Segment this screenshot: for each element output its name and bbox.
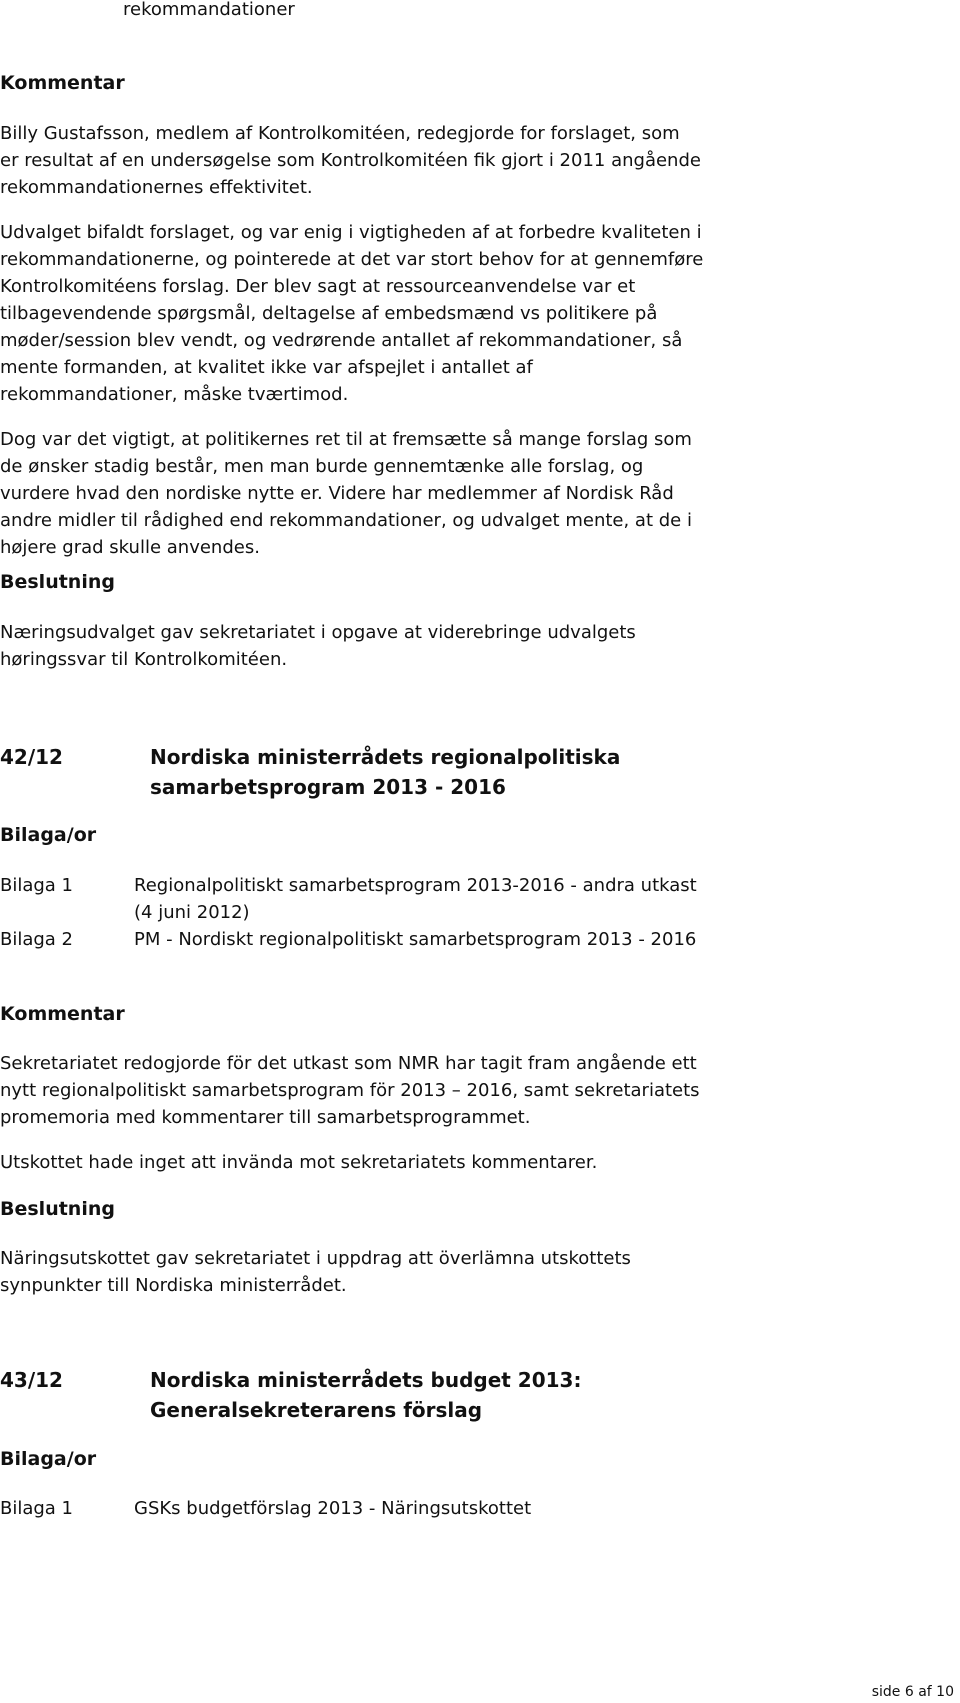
item-number: 43/12 [0, 1368, 63, 1392]
item-title: Nordiska ministerrådets budget 2013: Generalsekreterarens förslag [150, 1368, 582, 1422]
attachment-description: GSKs budgetförslag 2013 - Näringsutskottet [134, 1498, 532, 1519]
comment-heading: Kommentar [0, 1003, 125, 1025]
attachment-label: Bilaga 2 [0, 929, 74, 950]
attachment-label: Bilaga 1 [0, 875, 74, 896]
page-number: side 6 af 10 [871, 1684, 954, 1700]
paragraph: Dog var det vigtigt, at politikernes ret til at fremsætte så mange forslag som de ønsker stadig består, men man burde gennemtænke alle forslag, og vurdere hvad den nordiske nytte er. Videre har medlemmer af Nordisk Råd andre midler til rådighed end rekommandationer, og udvalget mente, at de i højere grad skulle anvendes. [0, 429, 692, 558]
paragraph: Utskottet hade inget att invända mot sekretariatets kommentarer. [0, 1152, 598, 1173]
attachments-heading: Bilaga/or [0, 824, 97, 846]
attachment-description: Regionalpolitiskt samarbetsprogram 2013-2016 - andra utkast (4 juni 2012) [134, 875, 697, 923]
item-title: Nordiska ministerrådets regionalpolitiska samarbetsprogram 2013 - 2016 [150, 745, 621, 799]
decision-heading: Beslutning [0, 571, 115, 593]
decision-heading: Beslutning [0, 1198, 115, 1220]
attachment-label: Bilaga 1 [0, 1498, 74, 1519]
attachment-description: PM - Nordiskt regionalpolitiskt samarbetsprogram 2013 - 2016 [134, 929, 697, 950]
comment-heading: Kommentar [0, 72, 125, 94]
paragraph: Udvalget bifaldt forslaget, og var enig i vigtigheden af at forbedre kvaliteten i rekommandationerne, og pointerede at det var stort behov for at gennemføre Kontrolkomitéens forslag. Der blev sagt at ressourceanvendelse var et tilbagevendende spørgsmål, deltagelse af embedsmænd vs politikere på møder/session blev vendt, og vedrørende antallet af rekommandationer, så mente formanden, at kvalitet ikke var afspejlet i antallet af rekommandationer, måske tværtimod. [0, 222, 704, 405]
decision-paragraph: Näringsutskottet gav sekretariatet i uppdrag att överlämna utskottets synpunkter till Nordiska ministerrådet. [0, 1248, 631, 1296]
paragraph: Sekretariatet redogjorde för det utkast som NMR har tagit fram angående ett nytt regionalpolitiskt samarbetsprogram för 2013 – 2016, samt sekretariatets promemoria med kommentarer till samarbetsprogrammet. [0, 1053, 700, 1128]
attachments-heading: Bilaga/or [0, 1448, 97, 1470]
paragraph: Billy Gustafsson, medlem af Kontrolkomitéen, redegjorde for forslaget, som er resultat af en undersøgelse som Kontrolkomitéen fik gjort i 2011 angående rekommandationernes effektivitet. [0, 123, 701, 198]
decision-paragraph: Næringsudvalget gav sekretariatet i opgave at viderebringe udvalgets høringssvar til Kontrolkomitéen. [0, 622, 636, 670]
top-fragment-text: rekommandationer [123, 0, 295, 20]
item-number: 42/12 [0, 745, 63, 769]
